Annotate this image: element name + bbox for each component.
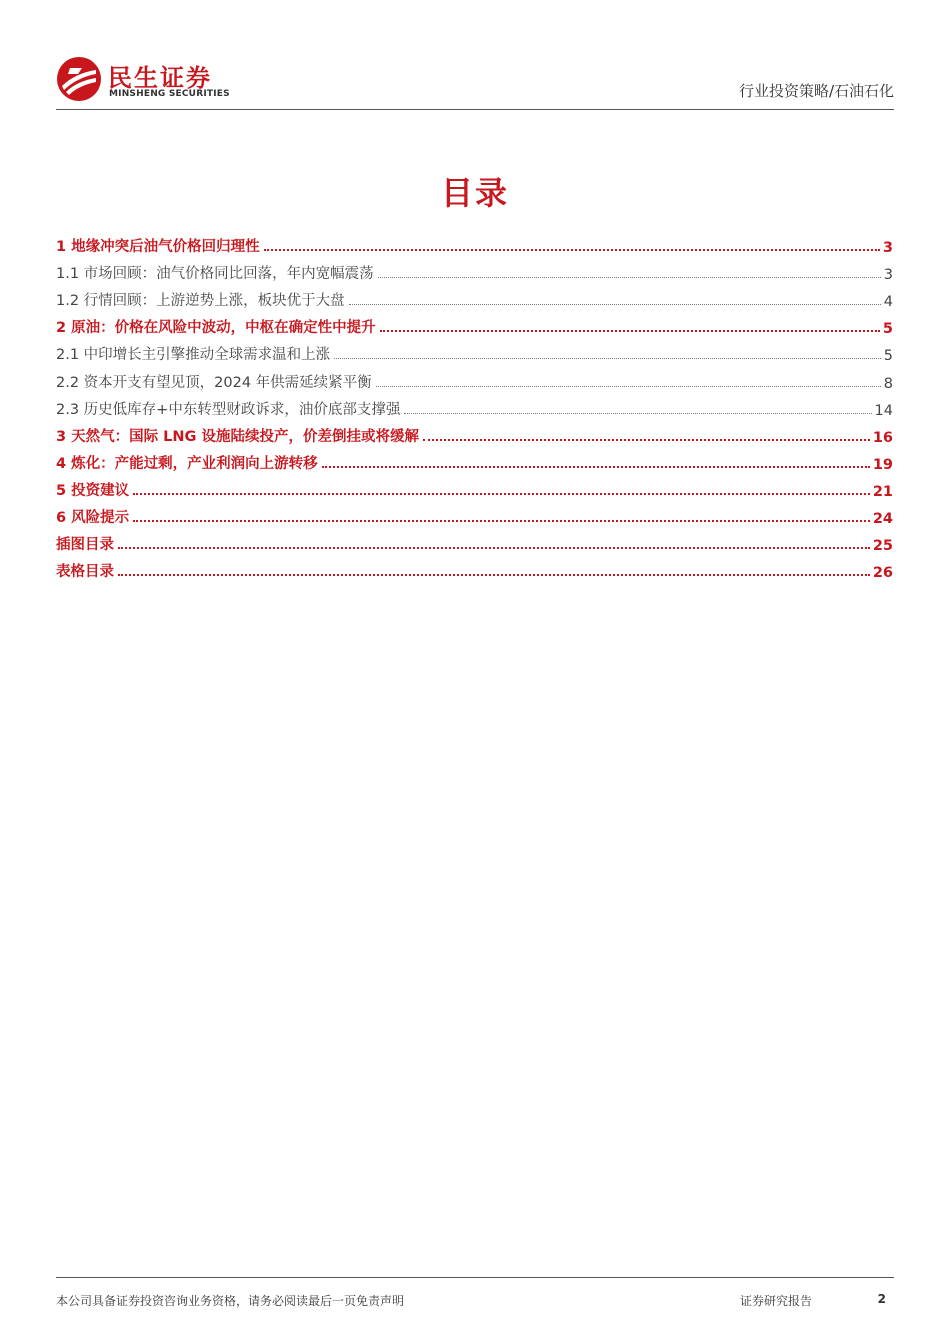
toc-entry-label: 2.1 中印增长主引擎推动全球需求温和上涨 — [56, 347, 331, 364]
toc-entry[interactable] — [56, 256, 893, 283]
toc-entry-page: 5 — [883, 348, 893, 365]
toc-entry[interactable] — [56, 364, 893, 391]
toc-dot-leader — [133, 493, 870, 495]
toc-entry[interactable] — [56, 500, 893, 527]
toc-entry-page: 4 — [883, 294, 893, 311]
toc-dot-leader — [133, 520, 870, 522]
toc-entry[interactable] — [56, 527, 893, 554]
toc-entry[interactable] — [56, 337, 893, 364]
footer-report-type: 证券研究报告 — [740, 1294, 813, 1308]
toc-entry-label: 6 风险提示 — [56, 510, 130, 527]
company-logo — [56, 56, 236, 106]
toc-dot-leader — [334, 358, 881, 359]
toc-entry-page: 21 — [872, 483, 893, 500]
toc-dot-leader — [378, 277, 881, 278]
toc-entry-page: 3 — [882, 240, 893, 257]
toc-entry-label: 2.2 资本开支有望见顶，2024 年供需延续紧平衡 — [56, 374, 372, 391]
toc-entry-label: 表格目录 — [56, 564, 114, 581]
logo-english-name: MINSHENG SECURITIES — [109, 89, 230, 99]
toc-entry[interactable] — [56, 229, 893, 256]
toc-entry-label: 5 投资建议 — [56, 482, 130, 499]
toc-entry[interactable] — [56, 554, 893, 581]
toc-entry-page: 26 — [872, 565, 893, 582]
toc-entry-page: 14 — [874, 402, 893, 419]
toc-title: 目录 — [440, 174, 509, 212]
toc-dot-leader — [380, 330, 880, 332]
logo-chinese-name: 民生证券 — [108, 64, 212, 92]
toc-dot-leader — [376, 386, 881, 387]
footer-disclaimer: 本公司具备证券投资咨询业务资格，请务必阅读最后一页免责声明 — [56, 1294, 405, 1308]
toc-entry-label: 2 原油：价格在风险中波动，中枢在确定性中提升 — [56, 320, 376, 337]
toc-entry-label: 插图目录 — [56, 537, 114, 554]
page-header — [56, 52, 894, 110]
toc-dot-leader — [118, 574, 870, 576]
toc-entry[interactable] — [56, 446, 893, 473]
toc-entry-page: 8 — [883, 375, 893, 392]
toc-entry[interactable] — [56, 473, 893, 500]
toc-entry-label: 1.2 行情回顾：上游逆势上涨，板块优于大盘 — [56, 293, 345, 310]
toc-dot-leader — [264, 249, 880, 251]
minsheng-logo-icon — [56, 56, 102, 102]
toc-dot-leader — [349, 304, 881, 305]
toc-entry-page: 5 — [882, 321, 893, 338]
toc-entry[interactable] — [56, 392, 893, 419]
toc-dot-leader — [404, 413, 871, 414]
toc-entry-page: 3 — [883, 267, 893, 284]
toc-entry-page: 19 — [872, 456, 893, 473]
toc-entry-label: 4 炼化：产能过剩，产业利润向上游转移 — [56, 455, 318, 472]
toc-entry-page: 24 — [872, 511, 893, 528]
toc-entry-page: 16 — [872, 429, 893, 446]
toc-entry-page: 25 — [872, 538, 893, 555]
table-of-contents — [56, 229, 893, 581]
page-footer — [56, 1277, 894, 1317]
toc-entry[interactable] — [56, 419, 893, 446]
report-category: 行业投资策略/石油石化 — [738, 82, 894, 100]
toc-dot-leader — [322, 466, 870, 468]
toc-entry-label: 1.1 市场回顾：油气价格同比回落，年内宽幅震荡 — [56, 266, 374, 283]
toc-entry-label: 1 地缘冲突后油气价格回归理性 — [56, 239, 260, 256]
toc-dot-leader — [118, 547, 870, 549]
toc-entry-label: 2.3 历史低库存+中东转型财政诉求，油价底部支撑强 — [56, 401, 401, 418]
toc-entry[interactable] — [56, 310, 893, 337]
toc-entry-label: 3 天然气：国际 LNG 设施陆续投产，价差倒挂或将缓解 — [56, 428, 420, 445]
page-number: 2 — [877, 1292, 886, 1306]
toc-dot-leader — [423, 439, 870, 441]
toc-entry[interactable] — [56, 283, 893, 310]
